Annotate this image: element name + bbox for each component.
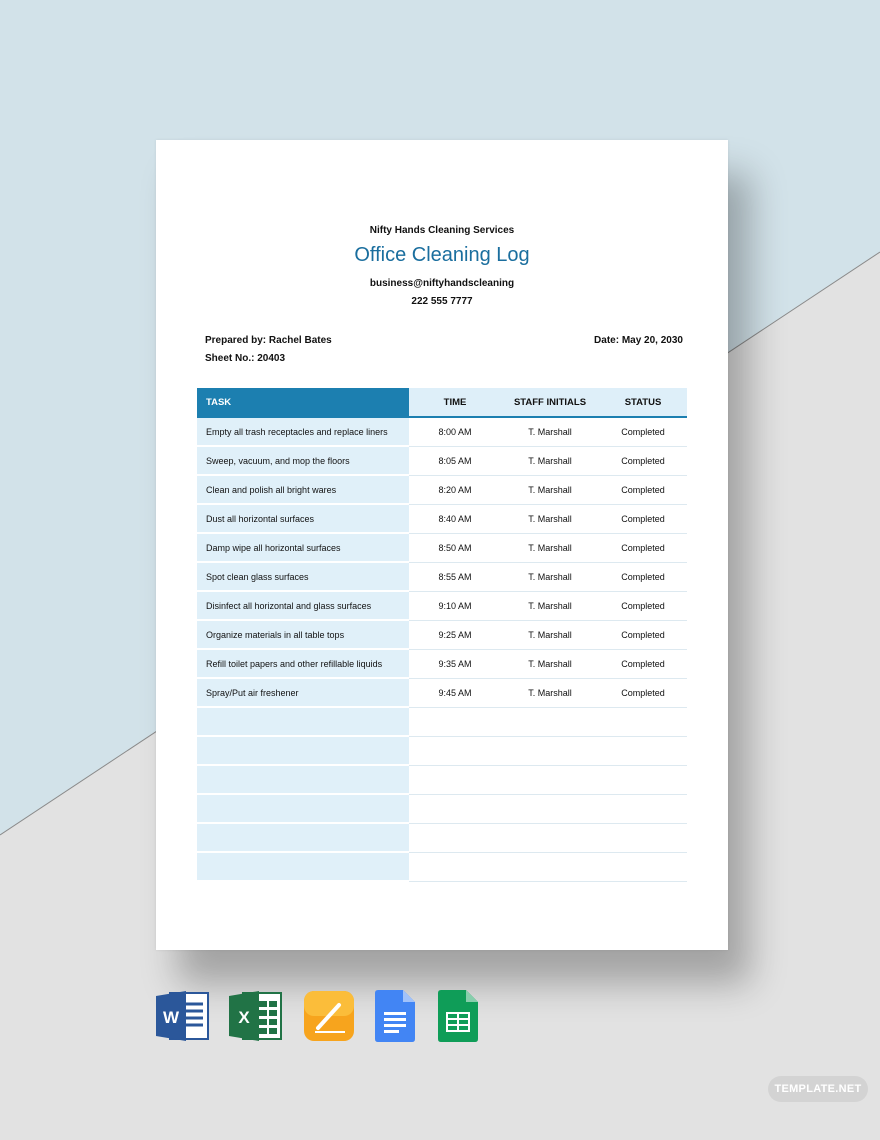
- staff-initials-cell: T. Marshall: [501, 504, 599, 533]
- task-cell: Disinfect all horizontal and glass surfaces: [197, 591, 409, 620]
- staff-initials-cell: T. Marshall: [501, 417, 599, 446]
- time-cell: 8:00 AM: [409, 417, 501, 446]
- time-cell: 8:50 AM: [409, 533, 501, 562]
- staff-initials-cell: T. Marshall: [501, 591, 599, 620]
- staff-initials-cell: [501, 765, 599, 794]
- staff-initials-cell: T. Marshall: [501, 475, 599, 504]
- status-cell: [599, 852, 687, 881]
- status-cell: Completed: [599, 649, 687, 678]
- sheet-number: Sheet No.: 20403: [205, 353, 286, 364]
- task-cell: Dust all horizontal surfaces: [197, 504, 409, 533]
- time-cell: [409, 852, 501, 881]
- time-cell: 8:40 AM: [409, 504, 501, 533]
- task-cell: [197, 736, 409, 765]
- status-cell: Completed: [599, 620, 687, 649]
- table-row: [197, 417, 687, 446]
- company-email: business@niftyhandscleaning: [369, 278, 515, 289]
- task-cell: Spray/Put air freshener: [197, 678, 409, 707]
- status-cell: Completed: [599, 678, 687, 707]
- table-row: [197, 591, 687, 620]
- task-cell: [197, 823, 409, 852]
- staff-initials-cell: T. Marshall: [501, 533, 599, 562]
- status-cell: [599, 736, 687, 765]
- task-cell: Organize materials in all table tops: [197, 620, 409, 649]
- table-row: [197, 794, 687, 823]
- task-cell: [197, 852, 409, 881]
- word-icon[interactable]: [156, 990, 210, 1042]
- google-docs-icon[interactable]: [375, 990, 415, 1042]
- table-header-row: [197, 388, 687, 417]
- table-row: [197, 620, 687, 649]
- status-cell: [599, 823, 687, 852]
- status-cell: Completed: [599, 475, 687, 504]
- staff-initials-cell: T. Marshall: [501, 649, 599, 678]
- status-cell: Completed: [599, 591, 687, 620]
- task-cell: [197, 707, 409, 736]
- staff-initials-cell: [501, 707, 599, 736]
- prepared-by: Prepared by: Rachel Bates: [205, 335, 332, 346]
- time-cell: [409, 736, 501, 765]
- task-cell: Spot clean glass surfaces: [197, 562, 409, 591]
- table-row: [197, 707, 687, 736]
- task-cell: [197, 765, 409, 794]
- google-sheets-icon[interactable]: [438, 990, 478, 1042]
- time-cell: [409, 707, 501, 736]
- staff-initials-cell: [501, 852, 599, 881]
- excel-icon[interactable]: [229, 990, 283, 1042]
- time-cell: 9:25 AM: [409, 620, 501, 649]
- time-cell: [409, 823, 501, 852]
- staff-initials-cell: [501, 823, 599, 852]
- company-name: Nifty Hands Cleaning Services: [369, 225, 515, 236]
- time-cell: 9:35 AM: [409, 649, 501, 678]
- document-page: [156, 140, 728, 950]
- document-date: Date: May 20, 2030: [594, 335, 683, 346]
- company-phone: 222 555 7777: [411, 296, 473, 307]
- time-cell: 9:10 AM: [409, 591, 501, 620]
- header-status: STATUS: [599, 388, 687, 417]
- header-time: TIME: [409, 388, 501, 417]
- time-cell: 8:20 AM: [409, 475, 501, 504]
- table-row: [197, 475, 687, 504]
- task-cell: [197, 794, 409, 823]
- svg-text:W: W: [162, 1008, 180, 1027]
- header-staff-initials: STAFF INITIALS: [501, 388, 599, 417]
- status-cell: [599, 765, 687, 794]
- template-net-badge[interactable]: TEMPLATE.NET: [768, 1076, 868, 1102]
- document-title: Office Cleaning Log: [354, 244, 530, 266]
- status-cell: Completed: [599, 533, 687, 562]
- status-cell: Completed: [599, 446, 687, 475]
- status-cell: Completed: [599, 562, 687, 591]
- staff-initials-cell: T. Marshall: [501, 678, 599, 707]
- pages-icon[interactable]: [303, 990, 355, 1042]
- status-cell: [599, 707, 687, 736]
- status-cell: Completed: [599, 417, 687, 446]
- time-cell: 9:45 AM: [409, 678, 501, 707]
- table-row: [197, 562, 687, 591]
- task-cell: Refill toilet papers and other refillable liquids: [197, 649, 409, 678]
- table-row: [197, 852, 687, 881]
- table-row: [197, 823, 687, 852]
- status-cell: Completed: [599, 504, 687, 533]
- task-cell: Damp wipe all horizontal surfaces: [197, 533, 409, 562]
- table-row: [197, 446, 687, 475]
- time-cell: 8:05 AM: [409, 446, 501, 475]
- task-cell: Sweep, vacuum, and mop the floors: [197, 446, 409, 475]
- staff-initials-cell: T. Marshall: [501, 562, 599, 591]
- table-row: [197, 765, 687, 794]
- table-row: [197, 678, 687, 707]
- table-row: [197, 533, 687, 562]
- task-cell: Clean and polish all bright wares: [197, 475, 409, 504]
- staff-initials-cell: [501, 794, 599, 823]
- staff-initials-cell: [501, 736, 599, 765]
- task-cell: Empty all trash receptacles and replace liners: [197, 417, 409, 446]
- time-cell: [409, 794, 501, 823]
- svg-text:X: X: [238, 1008, 250, 1027]
- header-task: TASK: [197, 388, 409, 417]
- staff-initials-cell: T. Marshall: [501, 446, 599, 475]
- table-row: [197, 504, 687, 533]
- cleaning-log-table: [197, 388, 687, 882]
- staff-initials-cell: T. Marshall: [501, 620, 599, 649]
- time-cell: [409, 765, 501, 794]
- status-cell: [599, 794, 687, 823]
- time-cell: 8:55 AM: [409, 562, 501, 591]
- table-row: [197, 736, 687, 765]
- table-row: [197, 649, 687, 678]
